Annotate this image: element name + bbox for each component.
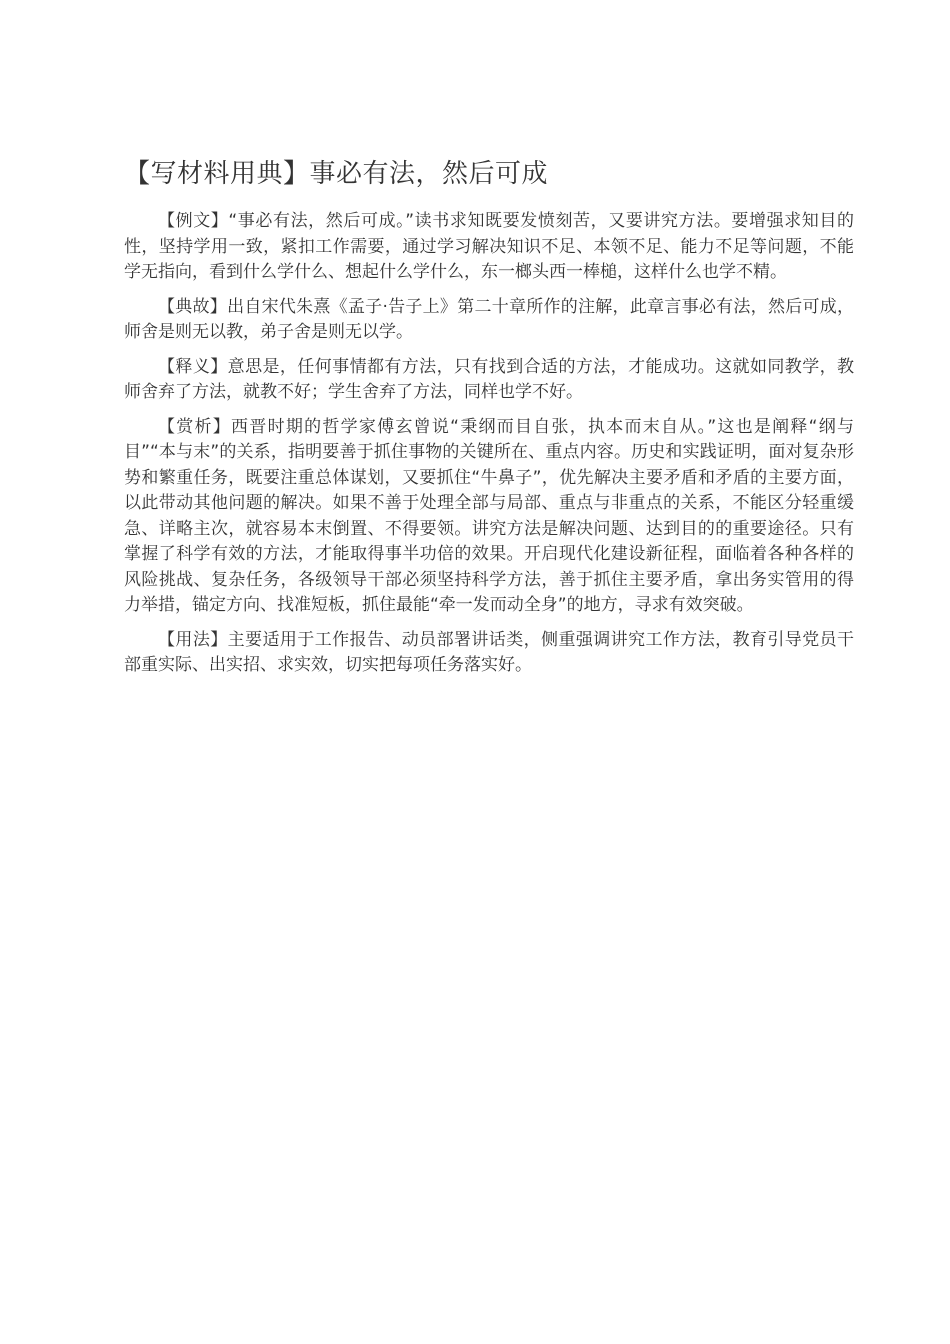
section-label-allusion: 【典故】 bbox=[158, 296, 228, 317]
section-text-example: “事必有法，然后可成。”读书求知既要发愤刻苦，又要讲究方法。要增强求知目的性，坚持学用一致，紧扣工作需要，通过学习解决知识不足、本领不足、能力不足等问题，不能学无指向，看到什么学什么、想起什么学什么，东一榔头西一棒槌，这样什么也学不精。 bbox=[124, 211, 854, 282]
paragraph-usage bbox=[124, 628, 854, 679]
paragraph-allusion bbox=[124, 295, 854, 346]
section-label-meaning: 【释义】 bbox=[158, 356, 228, 377]
section-text-usage: 主要适用于工作报告、动员部署讲话类，侧重强调讲究工作方法，教育引导党员干部重实际、出实招、求实效，切实把每项任务落实好。 bbox=[124, 629, 855, 675]
page-title: 【写材料用典】事必有法，然后可成 bbox=[124, 159, 549, 189]
section-label-usage: 【用法】 bbox=[158, 629, 228, 650]
paragraph-meaning bbox=[124, 355, 854, 406]
paragraph-example bbox=[124, 209, 854, 286]
paragraph-appreciation bbox=[124, 415, 854, 619]
section-text-meaning: 意思是，任何事情都有方法，只有找到合适的方法，才能成功。这就如同教学，教师舍弃了方法，就教不好；学生舍弃了方法，同样也学不好。 bbox=[124, 356, 855, 402]
section-text-allusion: 出自宋代朱熹《孟子·告子上》第二十章所作的注解，此章言事必有法，然后可成，师舍是则无以教，弟子舍是则无以学。 bbox=[124, 296, 854, 342]
section-label-example: 【例文】 bbox=[158, 211, 229, 231]
section-text-appreciation: 西晋时期的哲学家傅玄曾说“秉纲而目自张，执本而末自从。”这也是阐释“纲与目”“本与末”的关系，指明要善于抓住事物的关键所在、重点内容。历史和实践证明，面对复杂形势和繁重任务，既要注重总体谋划，又要抓住“牛鼻子”，优先解决主要矛盾和矛盾的主要方面，以此带动其他问题的解决。如果不善于处理全部与局部、重点与非重点的关系，不能区分轻重缓急、详略主次，就容易本末倒置、不得要领。讲究方法是解决问题、达到目的的重要途径。只有掌握了科学有效的方法，才能取得事半功倍的效果。开启现代化建设新征程，面临着各种各样的风险挑战、复杂任务，各级领导干部必须坚持科学方法，善于抓住主要矛盾，拿出务实管用的得力举措，锚定方向、找准短板，抓住最能“牵一发而动全身”的地方，寻求有效突破。 bbox=[124, 416, 855, 615]
section-label-appreciation: 【赏析】 bbox=[158, 416, 232, 437]
document-body bbox=[124, 209, 854, 688]
